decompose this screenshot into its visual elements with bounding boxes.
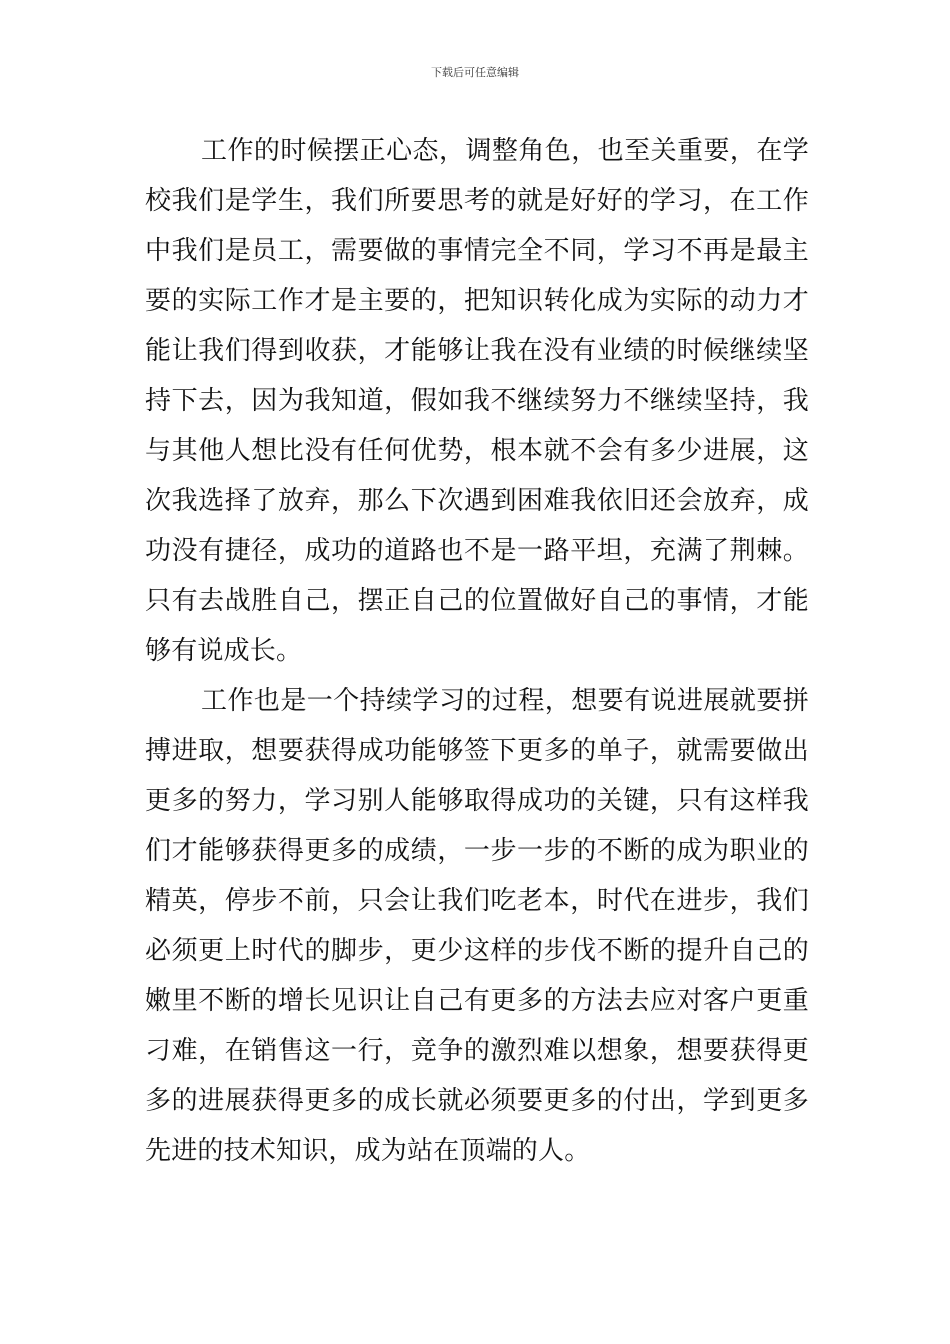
text-line: 够有说成长。 [145, 636, 303, 666]
text-line: 必须更上时代的脚步，更少这样的步伐不断的提升自己的 [145, 936, 809, 966]
text-line: 中我们是员工，需要做的事情完全不同，学习不再是最主 [145, 236, 809, 266]
text-line: 要的实际工作才是主要的，把知识转化成为实际的动力才 [145, 286, 809, 316]
text-line: 功没有捷径，成功的道路也不是一路平坦，充满了荆棘。 [145, 536, 809, 566]
text-line: 刁难，在销售这一行，竞争的激烈难以想象，想要获得更 [145, 1036, 809, 1066]
text-line: 校我们是学生，我们所要思考的就是好好的学习，在工作 [145, 186, 809, 216]
text-line: 只有去战胜自己，摆正自己的位置做好自己的事情，才能 [145, 586, 809, 616]
text-line: 持下去，因为我知道，假如我不继续努力不继续坚持，我 [145, 386, 809, 416]
text-line: 能让我们得到收获，才能够让我在没有业绩的时候继续坚 [145, 336, 809, 366]
text-line: 更多的努力，学习别人能够取得成功的关键，只有这样我 [145, 786, 809, 816]
text-line: 精英，停步不前，只会让我们吃老本，时代在进步，我们 [145, 886, 809, 916]
text-line: 工作的时候摆正心态，调整角色，也至关重要，在学 [201, 136, 809, 166]
document-body [145, 126, 809, 1176]
text-line: 搏进取，想要获得成功能够签下更多的单子，就需要做出 [145, 736, 809, 766]
text-line: 们才能够获得更多的成绩，一步一步的不断的成为职业的 [145, 836, 809, 866]
text-line: 与其他人想比没有任何优势，根本就不会有多少进展，这 [145, 436, 809, 466]
text-line: 多的进展获得更多的成长就必须要更多的付出，学到更多 [145, 1086, 809, 1116]
text-line: 嫩里不断的增长见识让自己有更多的方法去应对客户更重 [145, 986, 809, 1016]
text-line: 工作也是一个持续学习的过程，想要有说进展就要拼 [201, 686, 809, 716]
text-line: 次我选择了放弃，那么下次遇到困难我依旧还会放弃，成 [145, 486, 809, 516]
paragraph-1 [145, 126, 809, 676]
paragraph-2 [145, 676, 809, 1176]
page-header: 下载后可任意编辑 [431, 66, 519, 79]
text-line: 先进的技术知识，成为站在顶端的人。 [145, 1136, 591, 1166]
